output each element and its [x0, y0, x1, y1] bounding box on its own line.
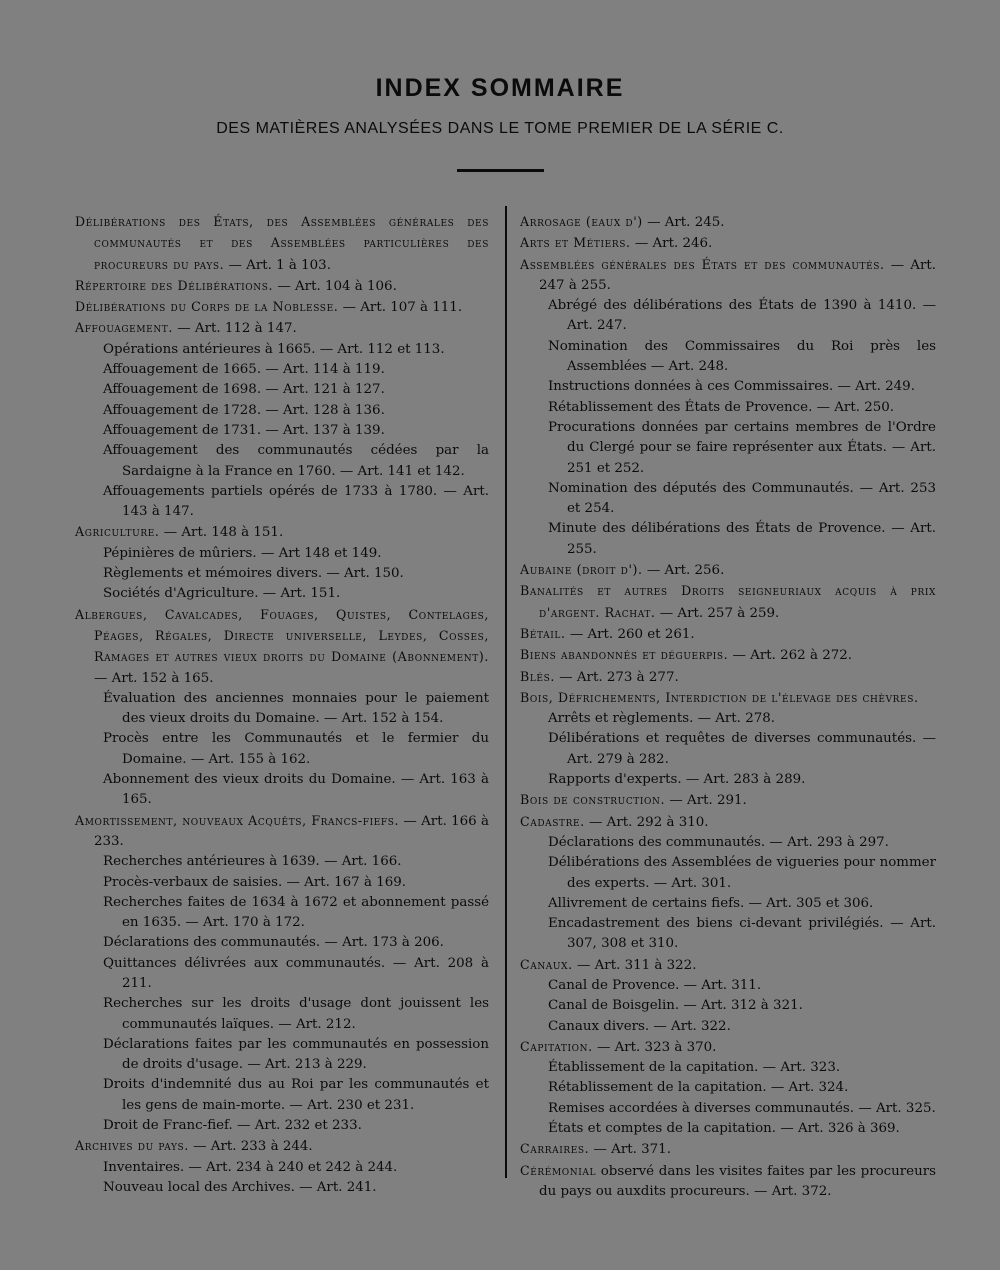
index-subentry [520, 853, 936, 894]
subentry-text: Établissement de la capitation. — Art. 323. [548, 1060, 841, 1076]
index-subentry [75, 482, 489, 523]
subentry-text: Recherches antérieures à 1639. — Art. 166. [103, 854, 402, 870]
subentry-text: Affouagements partiels opérés de 1733 à 1780. — Art. 143 à 147. [103, 483, 489, 520]
subentry-text: Canal de Provence. — Art. 311. [548, 977, 762, 993]
subentry-text: Recherches sur les droits d'usage dont jouissent les communautés laïques. — Art. 212. [103, 996, 489, 1032]
index-column-right [520, 212, 936, 1202]
subentry-text: Procurations données par certains membres de l'Ordre du Clergé pour se faire représenter aux États. — Art. 251 et 252. [548, 419, 936, 476]
entry-reference: — Art. 112 à 147. [173, 321, 297, 337]
entry-reference: — Art. 148 à 151. [159, 525, 284, 541]
subentry-text: Instructions données à ces Commissaires. — Art. 249. [548, 379, 915, 395]
entry-heading: Cérémonial [520, 1162, 597, 1178]
index-subentry [75, 564, 489, 584]
index-entry [520, 581, 936, 624]
subentry-text: Canaux divers. — Art. 322. [548, 1018, 731, 1034]
subentry-text: Opérations antérieures à 1665. — Art. 112 et 113. [103, 341, 445, 357]
index-subentry [75, 893, 489, 934]
index-entry [520, 233, 936, 254]
subentry-text: Déclarations des communautés. — Art. 293 à 297. [548, 834, 889, 850]
index-subentry [75, 954, 489, 995]
index-subentry [75, 1178, 489, 1198]
index-subentry [520, 377, 936, 397]
entry-reference: — Art. 256. [642, 563, 725, 579]
index-subentry [520, 1017, 936, 1037]
index-entry [75, 318, 489, 339]
index-subentry [520, 418, 936, 479]
entry-heading: Bois de construction. [520, 792, 666, 808]
index-entry [75, 1136, 489, 1157]
entry-reference: — Art. 371. [589, 1142, 671, 1158]
index-subentry [520, 894, 936, 914]
subentry-text: Minute des délibérations des États de Provence. — Art. 255. [548, 521, 936, 557]
entry-reference: — Art. 247 à 255. [539, 257, 936, 293]
entry-heading: Aubaine (droit d'). [520, 562, 643, 578]
subentry-text: Nomination des députés des Communautés. — Art. 253 et 254. [548, 480, 936, 517]
entry-heading: Albergues, Cavalcades, Fouages, Quistes, Contelages, Péages, Régales, Directe universelle, Leydes, Cosses, Ramages et autres vieux droits du Domaine (Abonnement). [75, 606, 489, 665]
entry-reference: — Art. 260 et 261. [565, 626, 695, 642]
index-entry [75, 811, 489, 853]
index-subentry [520, 1058, 936, 1078]
subentry-text: Nouveau local des Archives. — Art. 241. [103, 1179, 377, 1195]
index-entry [520, 212, 936, 233]
subentry-text: Affouagement de 1665. — Art. 114 à 119. [103, 362, 385, 378]
index-subentry [520, 337, 936, 378]
entry-reference: — Art. 152 à 165. [94, 670, 214, 686]
index-subentry [75, 1158, 489, 1178]
index-entry [520, 812, 936, 833]
entry-heading: Agriculture. [75, 524, 160, 540]
index-entry [520, 1037, 936, 1058]
entry-reference: observé dans les visites faites par les procureurs du pays ou auxdits procureurs. — Art. 372. [539, 1163, 936, 1199]
index-subentry [75, 873, 489, 893]
subentry-text: Affouagement de 1731. — Art. 137 à 139. [103, 422, 385, 438]
entry-heading: Délibérations des États, des Assemblées générales des communautés et des Assemblées particulières des procureurs du pays. [75, 214, 489, 272]
index-subentry [520, 519, 936, 560]
subentry-text: Procès-verbaux de saisies. — Art. 167 à 169. [103, 874, 407, 890]
subentry-text: Affouagement de 1728. — Art. 128 à 136. [103, 402, 385, 418]
index-subentry [75, 360, 489, 380]
subentry-text: Inventaires. — Art. 234 à 240 et 242 à 244. [103, 1159, 398, 1175]
index-subentry [520, 398, 936, 418]
entry-heading: Banalités et autres Droits seigneuriaux acquis à prix d'argent. Rachat. [520, 583, 936, 620]
subentry-text: Affouagement des communautés cédées par la Sardaigne à la France en 1760. — Art. 141 et 142. [103, 443, 489, 479]
subentry-text: Déclarations faites par les communautés en possession de droits d'usage. — Art. 213 à 229. [103, 1036, 489, 1073]
entry-heading: Délibérations du Corps de la Noblesse. [75, 299, 339, 315]
subentry-text: Remises accordées à diverses communautés. — Art. 325. [548, 1100, 936, 1116]
subentry-text: Arrêts et règlements. — Art. 278. [548, 711, 776, 727]
index-subentry [75, 729, 489, 770]
index-entry [75, 605, 489, 689]
entry-heading: Répertoire des Délibérations. [75, 277, 274, 293]
index-subentry [75, 584, 489, 604]
subentry-text: Rétablissement de la capitation. — Art. 324. [548, 1080, 849, 1096]
index-entry [75, 522, 489, 543]
title-rule [457, 169, 544, 172]
index-entry [520, 255, 936, 297]
entry-reference: — Art. 245. [642, 215, 725, 230]
index-subentry [520, 1119, 936, 1139]
subentry-text: Sociétés d'Agriculture. — Art. 151. [103, 586, 341, 602]
page-subtitle: DES MATIÈRES ANALYSÉES DANS LE TOME PREMIER DE LA SÉRIE C. [216, 120, 784, 137]
index-entry [75, 276, 489, 297]
subentry-text: Évaluation des anciennes monnaies pour le paiement des vieux droits du Domaine. — Art. 152 à 154. [103, 690, 489, 727]
entry-heading: Bois, Défrichements, Interdiction de l'élevage des chèvres. [520, 689, 919, 705]
index-subentry [520, 914, 936, 955]
subentry-text: Déclarations des communautés. — Art. 173 à 206. [103, 935, 444, 951]
index-subentry [75, 1035, 489, 1076]
index-subentry [75, 852, 489, 872]
entry-reference: — Art. 323 à 370. [592, 1039, 717, 1055]
entry-reference: — Art. 291. [665, 793, 747, 809]
entry-reference: — Art. 107 à 111. [338, 300, 463, 316]
index-entry [520, 667, 936, 688]
entry-reference: — Art. 273 à 277. [554, 669, 679, 685]
page-title: INDEX SOMMAIRE [375, 74, 625, 102]
subentry-text: Allivrement de certains fiefs. — Art. 305 et 306. [548, 895, 874, 911]
entry-heading: Biens abandonnés et déguerpis. [520, 647, 729, 663]
entry-heading: Archives du pays. [75, 1138, 189, 1154]
subentry-text: Procès entre les Communautés et le fermier du Domaine. — Art. 155 à 162. [103, 731, 489, 767]
index-subentry [75, 1075, 489, 1116]
index-entry [520, 560, 936, 581]
entry-heading: Assemblées générales des États et des communautés. [520, 256, 885, 272]
subentry-text: Délibérations et requêtes de diverses communautés. — Art. 279 à 282. [548, 731, 936, 767]
subentry-text: Nomination des Commissaires du Roi près les Assemblées — Art. 248. [548, 338, 936, 375]
subentry-text: Encadastrement des biens ci-devant privilégiés. — Art. 307, 308 et 310. [548, 916, 936, 952]
subentry-text: Rétablissement des États de Provence. — Art. 250. [548, 399, 895, 415]
index-entry [520, 1161, 936, 1203]
entry-reference: — Art. 1 à 103. [224, 257, 331, 273]
index-subentry [520, 729, 936, 770]
subentry-text: Rapports d'experts. — Art. 283 à 289. [548, 772, 806, 788]
index-subentry [75, 770, 489, 811]
entry-heading: Carraires. [520, 1141, 590, 1157]
index-entry [75, 297, 489, 318]
entry-heading: Affouagement. [75, 320, 173, 336]
subentry-text: Affouagement de 1698. — Art. 121 à 127. [103, 382, 385, 398]
index-entry [520, 688, 936, 709]
index-subentry [520, 479, 936, 520]
entry-heading: Canaux. [520, 956, 573, 972]
entry-reference: — Art. 166 à 233. [94, 813, 489, 849]
index-subentry [75, 421, 489, 441]
entry-heading: Blés. [520, 668, 555, 684]
index-subentry [520, 1078, 936, 1098]
index-subentry [75, 933, 489, 953]
entry-reference: — Art. 257 à 259. [655, 605, 780, 621]
index-entry [520, 1139, 936, 1160]
index-subentry [520, 709, 936, 729]
subentry-text: Quittances délivrées aux communautés. — Art. 208 à 211. [103, 955, 489, 991]
entry-reference: — Art. 246. [630, 236, 713, 252]
index-subentry [520, 996, 936, 1016]
index-subentry [75, 994, 489, 1035]
subentry-text: Délibérations des Assemblées de vigueries pour nommer des experts. — Art. 301. [548, 855, 936, 891]
subentry-text: Recherches faites de 1634 à 1672 et abonnement passé en 1635. — Art. 170 à 172. [103, 894, 489, 931]
entry-reference: — Art. 292 à 310. [584, 814, 709, 830]
subentry-text: Droits d'indemnité dus au Roi par les communautés et les gens de main-morte. — Art. 230 et 231. [103, 1077, 489, 1113]
subentry-text: Règlements et mémoires divers. — Art. 150. [103, 566, 404, 582]
entry-reference: — Art. 233 à 244. [188, 1139, 313, 1155]
column-divider [505, 206, 507, 1178]
index-subentry [520, 976, 936, 996]
entry-heading: Cadastre. [520, 813, 585, 829]
index-entry [520, 790, 936, 811]
index-subentry [75, 689, 489, 730]
entry-heading: Bétail. [520, 625, 566, 641]
index-subentry [75, 544, 489, 564]
index-subentry [75, 441, 489, 482]
index-subentry [75, 1116, 489, 1136]
subentry-text: Canal de Boisgelin. — Art. 312 à 321. [548, 998, 803, 1014]
index-subentry [75, 401, 489, 421]
subentry-text: Abrégé des délibérations des États de 1390 à 1410. — Art. 247. [548, 298, 936, 334]
entry-reference: — Art. 311 à 322. [572, 957, 697, 973]
index-subentry [520, 770, 936, 790]
index-subentry [75, 340, 489, 360]
subentry-text: Droit de Franc-fief. — Art. 232 et 233. [103, 1118, 362, 1134]
index-subentry [520, 833, 936, 853]
index-entry [520, 955, 936, 976]
subentry-text: États et comptes de la capitation. — Art. 326 à 369. [548, 1121, 900, 1137]
entry-reference: — Art. 262 à 272. [728, 648, 853, 664]
entry-heading: Amortissement, nouveaux Acquêts, Francs-fiefs. [75, 812, 400, 828]
index-entry [520, 645, 936, 666]
index-subentry [75, 380, 489, 400]
subentry-text: Pépinières de mûriers. — Art 148 et 149. [103, 545, 382, 561]
index-subentry [520, 1099, 936, 1119]
index-entry [520, 624, 936, 645]
subentry-text: Abonnement des vieux droits du Domaine. — Art. 163 à 165. [103, 772, 489, 808]
entry-heading: Arts et Métiers. [520, 235, 631, 251]
entry-heading: Capitation. [520, 1038, 593, 1054]
index-entry [75, 212, 489, 276]
index-column-left [75, 212, 489, 1198]
index-subentry [520, 296, 936, 337]
entry-reference: — Art. 104 à 106. [273, 278, 397, 294]
entry-heading: Arrosage (eaux d') [520, 214, 643, 229]
